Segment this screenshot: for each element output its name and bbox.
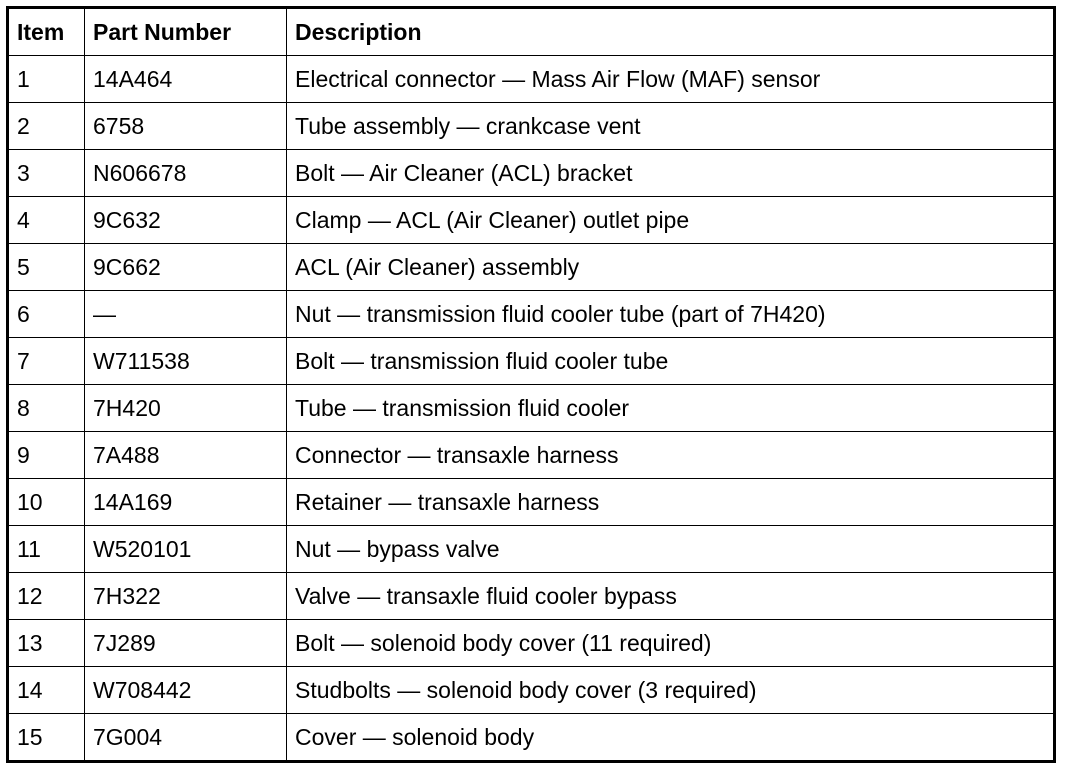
cell-part-number: 7H322	[85, 573, 287, 620]
cell-part-number: 14A169	[85, 479, 287, 526]
cell-part-number: 9C632	[85, 197, 287, 244]
table-row	[8, 291, 1055, 338]
cell-description: ACL (Air Cleaner) assembly	[287, 244, 1055, 291]
cell-description: Retainer — transaxle harness	[287, 479, 1055, 526]
table-row	[8, 197, 1055, 244]
cell-description: Tube assembly — crankcase vent	[287, 103, 1055, 150]
table-row	[8, 56, 1055, 103]
cell-part-number: W520101	[85, 526, 287, 573]
cell-part-number: N606678	[85, 150, 287, 197]
cell-item: 8	[8, 385, 85, 432]
cell-part-number: 6758	[85, 103, 287, 150]
table-row	[8, 432, 1055, 479]
table-row	[8, 714, 1055, 762]
parts-table	[6, 6, 1056, 763]
cell-part-number: 14A464	[85, 56, 287, 103]
cell-description: Cover — solenoid body	[287, 714, 1055, 762]
cell-part-number: —	[85, 291, 287, 338]
table-row	[8, 526, 1055, 573]
cell-part-number: 7J289	[85, 620, 287, 667]
cell-item: 4	[8, 197, 85, 244]
table-row	[8, 385, 1055, 432]
cell-item: 13	[8, 620, 85, 667]
cell-part-number: 9C662	[85, 244, 287, 291]
cell-description: Nut — bypass valve	[287, 526, 1055, 573]
cell-description: Studbolts — solenoid body cover (3 required)	[287, 667, 1055, 714]
cell-description: Valve — transaxle fluid cooler bypass	[287, 573, 1055, 620]
header-row	[8, 8, 1055, 56]
cell-description: Bolt — transmission fluid cooler tube	[287, 338, 1055, 385]
cell-item: 2	[8, 103, 85, 150]
cell-item: 3	[8, 150, 85, 197]
cell-part-number: 7H420	[85, 385, 287, 432]
cell-item: 7	[8, 338, 85, 385]
header-item: Item	[8, 8, 85, 56]
cell-item: 1	[8, 56, 85, 103]
cell-item: 14	[8, 667, 85, 714]
cell-item: 5	[8, 244, 85, 291]
cell-description: Tube — transmission fluid cooler	[287, 385, 1055, 432]
cell-description: Bolt — solenoid body cover (11 required)	[287, 620, 1055, 667]
cell-part-number: W711538	[85, 338, 287, 385]
cell-part-number: 7A488	[85, 432, 287, 479]
cell-description: Nut — transmission fluid cooler tube (part of 7H420)	[287, 291, 1055, 338]
table-row	[8, 667, 1055, 714]
cell-description: Bolt — Air Cleaner (ACL) bracket	[287, 150, 1055, 197]
table-row	[8, 103, 1055, 150]
header-part-number: Part Number	[85, 8, 287, 56]
cell-item: 12	[8, 573, 85, 620]
cell-description: Clamp — ACL (Air Cleaner) outlet pipe	[287, 197, 1055, 244]
header-description: Description	[287, 8, 1055, 56]
table-row	[8, 620, 1055, 667]
table-row	[8, 573, 1055, 620]
table-row	[8, 479, 1055, 526]
table-row	[8, 244, 1055, 291]
cell-item: 15	[8, 714, 85, 762]
table-row	[8, 338, 1055, 385]
cell-item: 11	[8, 526, 85, 573]
cell-description: Connector — transaxle harness	[287, 432, 1055, 479]
cell-description: Electrical connector — Mass Air Flow (MAF) sensor	[287, 56, 1055, 103]
cell-item: 6	[8, 291, 85, 338]
table-row	[8, 150, 1055, 197]
cell-item: 9	[8, 432, 85, 479]
cell-item: 10	[8, 479, 85, 526]
cell-part-number: 7G004	[85, 714, 287, 762]
cell-part-number: W708442	[85, 667, 287, 714]
